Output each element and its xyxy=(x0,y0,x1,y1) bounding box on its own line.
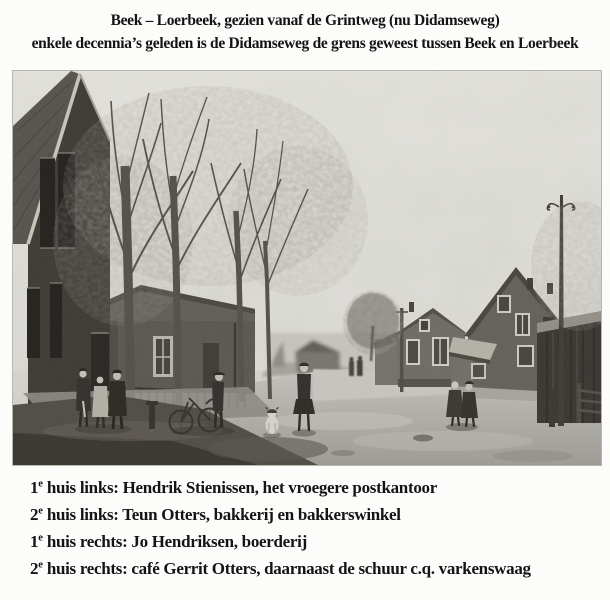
page-title xyxy=(0,9,610,55)
caption-line: 1e huis rechts: Jo Hendriksen, boerderij xyxy=(30,532,307,551)
photo-scene xyxy=(13,71,601,465)
caption-line: 2e huis rechts: café Gerrit Otters, daarnaast de schuur c.q. varkenswaag xyxy=(30,559,531,578)
ordinal-suffix: e xyxy=(38,559,43,571)
caption-line: 2e huis links: Teun Otters, bakkerij en bakkerswinkel xyxy=(30,505,401,524)
ordinal-suffix: e xyxy=(38,505,43,517)
title-line-2: enkele decennia’s geleden is de Didamseweg de grens geweest tussen Beek en Loerbeek xyxy=(31,35,579,52)
ordinal-suffix: e xyxy=(38,532,43,544)
caption-block xyxy=(30,474,605,582)
photo-grain xyxy=(13,71,601,465)
ordinal-suffix: e xyxy=(38,478,43,490)
title-line-1: Beek – Loerbeek, gezien vanaf de Grintweg (nu Didamseweg) xyxy=(110,12,500,29)
street-photograph xyxy=(13,71,601,465)
caption-line: 1e huis links: Hendrik Stienissen, het vroegere postkantoor xyxy=(30,478,437,497)
